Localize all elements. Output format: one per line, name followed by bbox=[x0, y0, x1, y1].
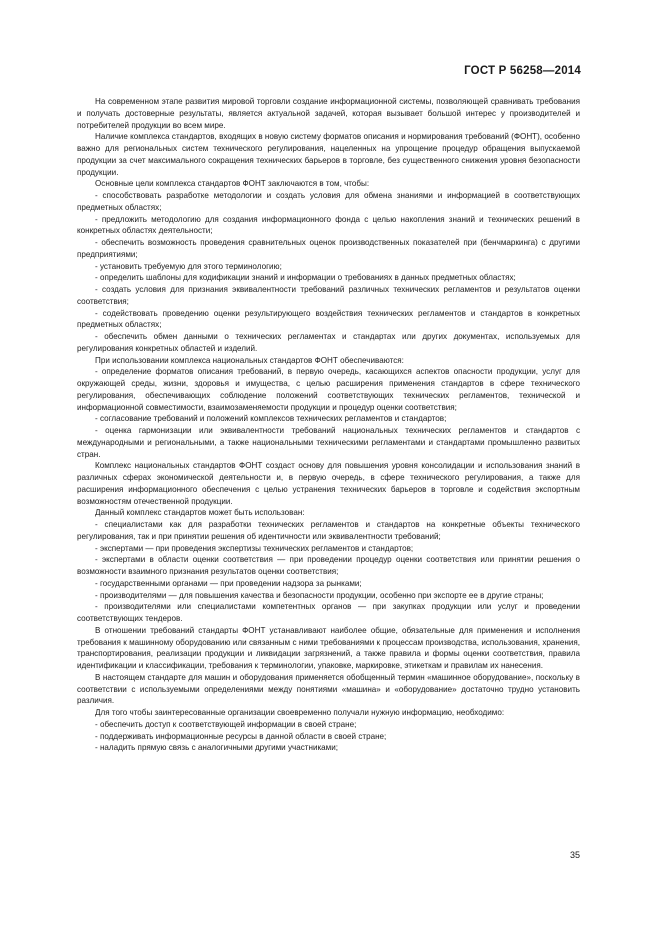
list-item: - определить шаблоны для кодификации знаний и информации о требованиях в данных предметных областях; bbox=[95, 273, 516, 283]
paragraph: Данный комплекс стандартов может быть использован: bbox=[95, 508, 305, 518]
list-item: - обеспечить обмен данными о технических регламентах и стандартах или других документах, используемых для регулирования конкретных областей и изделий. bbox=[77, 332, 580, 353]
list-item: - государственными органами — при проведении надзора за рынками; bbox=[95, 578, 362, 588]
paragraph: В настоящем стандарте для машин и оборудования применяется обобщенный термин «машинное оборудование», поскольку в соответствии с используемыми определениями между понятиями «машина» и «оборудование» достаточно трудно установить различия. bbox=[77, 672, 580, 706]
paragraph: В отношении требований стандарты ФОНТ устанавливают наиболее общие, обязательные для применения и исполнения требования к машинному оборудованию или связанным с ними требованиями к процессам производства, использования, хранения, транспортирования, реализации продукции и ликвидации загрязнений, а также правила и формы оценки соответствия, правила идентификации и классификации, требования к терминологии, упаковке, маркировке, этикеткам и правилам их нанесения. bbox=[77, 625, 580, 670]
list-item: - содействовать проведению оценки результирующего воздействия технических регламентов и стандартов в конкретных предметных областях; bbox=[77, 308, 580, 330]
paragraph: Наличие комплекса стандартов, входящих в новую систему форматов описания и нормирования требований (ФОНТ), особенно важно для региональных систем технического регулирования, нацеленных на упрощение процедур обращения выпускаемой продукции за счет максимального сокращения технических барьеров в торговле, без существенного снижения уровня безопасности продукции. bbox=[77, 132, 580, 177]
list-item: - экспертами в области оценки соответствия — при проведении процедур оценки соответствия или принятии решения о возможности взаимного признания результатов оценки соответствия; bbox=[77, 555, 580, 576]
list-item: - согласование требований и положений комплексов технических регламентов и стандартов; bbox=[95, 414, 447, 424]
list-item: - экспертами — при проведения экспертизы технических регламентов и стандартов; bbox=[95, 543, 414, 553]
list-item: - оценка гармонизации или эквивалентности требований национальных технических регламентов и стандартов с международными и региональными, а также национальными техническими регламентами и стандартами промышленно развитых стран. bbox=[77, 426, 580, 459]
document-body bbox=[77, 96, 580, 754]
list-item: - установить требуемую для этого терминологию; bbox=[95, 261, 282, 271]
page-number: 35 bbox=[569, 850, 580, 860]
paragraph: При использовании комплекса национальных стандартов ФОНТ обеспечиваются: bbox=[95, 355, 404, 365]
list-item: - определение форматов описания требований, в первую очередь, касающихся аспектов опасности продукции, услуг для окружающей среды, жизни, здоровья и имущества, с целью расширения применения стандартов в сфере технического регулирования, обеспечивающих соблюдение положений соответствующих технических регламентов, технической и информационной совместимости, взаимозаменяемости продукции и процедур оценки соответствия; bbox=[77, 367, 580, 412]
list-item: - поддерживать информационные ресурсы в данной области в своей стране; bbox=[95, 731, 387, 741]
list-item: - способствовать разработке методологии и создать условия для обмена знаниями и информацией в соответствующих предметных областях; bbox=[77, 191, 580, 212]
list-item: - производителями — для повышения качества и безопасности продукции, особенно при экспорте ее в другие страны; bbox=[95, 590, 544, 600]
paragraph: Комплекс национальных стандартов ФОНТ создаст основу для повышения уровня консолидации и использования знаний в различных сферах экономической деятельности и, в первую очередь, в сфере технического регулирования, а также для расширения информационного обеспечения с целью устранения технических барьеров в торговле и содействия экспортным возможностям отечественной продукции. bbox=[77, 461, 580, 506]
list-item: - наладить прямую связь с аналогичными другими участниками; bbox=[95, 743, 339, 753]
list-item: - обеспечить возможность проведения сравнительных оценок производственных показателей при (бенчмаркинга) с другими предприятиями; bbox=[77, 238, 580, 259]
list-item: - специалистами как для разработки технических регламентов и стандартов на конкретные объекты технического регулирования, так и при принятии решения об идентичности или эквивалентности требований; bbox=[77, 520, 580, 541]
paragraph: Для того чтобы заинтересованные организации своевременно получали нужную информацию, необходимо: bbox=[95, 708, 505, 717]
list-item: - предложить методологию для создания информационного фонда с целью накопления знаний и технических решений в конкретных областях деятельности; bbox=[77, 214, 580, 236]
list-item: - создать условия для признания эквивалентности требований различных технических регламентов и результатов оценки соответствия; bbox=[77, 285, 580, 306]
paragraph: Основные цели комплекса стандартов ФОНТ заключаются в том, чтобы: bbox=[95, 179, 370, 189]
list-item: - производителями или специалистами компетентных органов — при закупках продукции или услуг и проведении соответствующих тендеров. bbox=[77, 602, 580, 623]
list-item: - обеспечить доступ к соответствующей информации в своей стране; bbox=[95, 719, 357, 729]
paragraph: На современном этапе развития мировой торговли создание информационной системы, позволяющей сравнивать требования и получать достоверные результаты, является актуальной задачей, которая вызывает большой интерес у производителей и потребителей продукции во всем мире. bbox=[77, 97, 580, 130]
document-code: ГОСТ Р 56258—2014 bbox=[464, 65, 581, 77]
